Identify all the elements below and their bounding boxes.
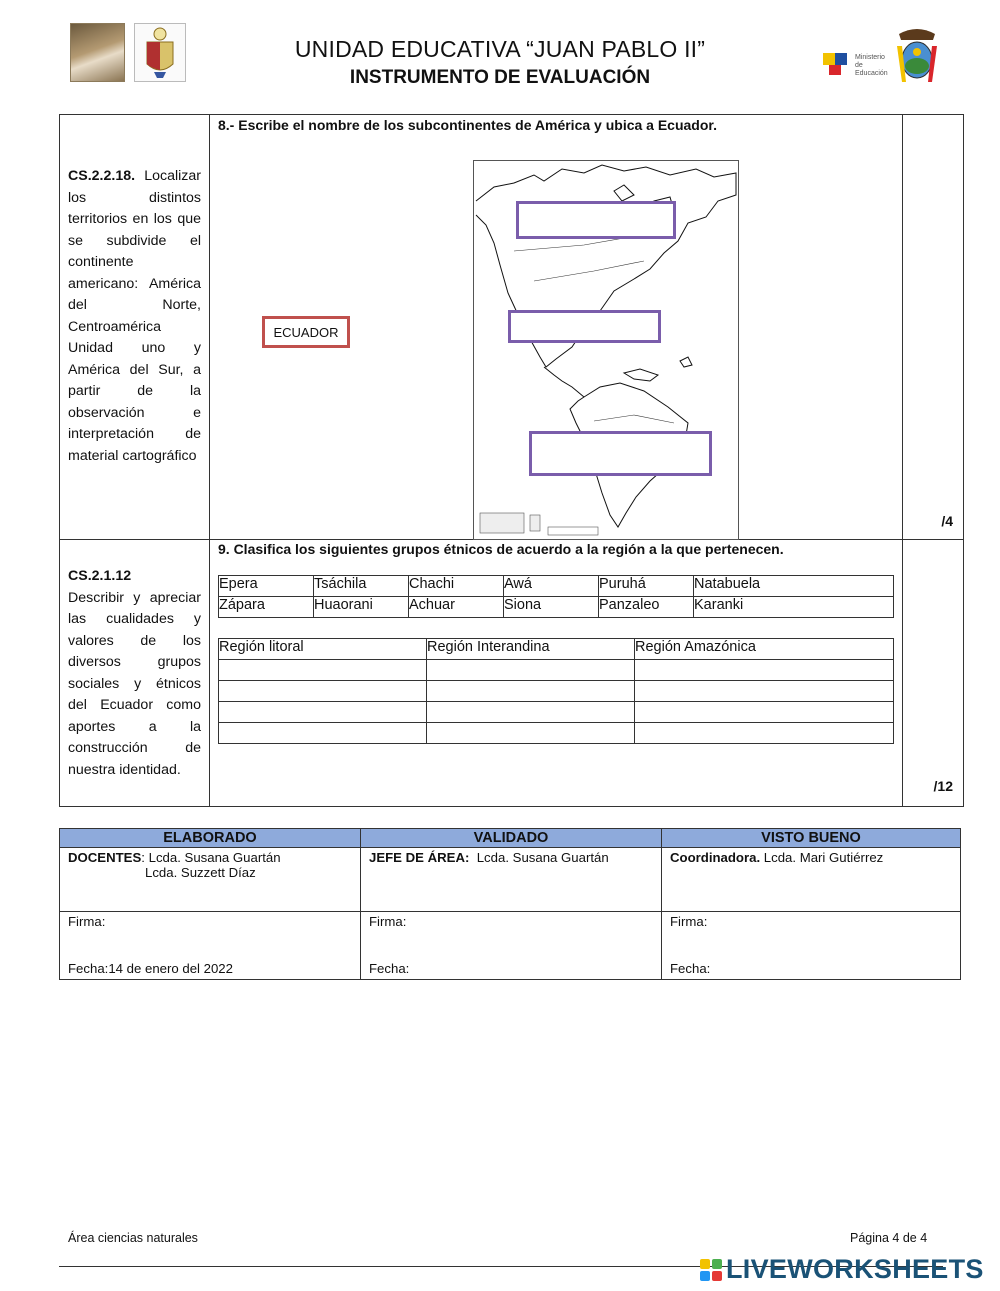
group-cell: Zápara <box>219 597 314 618</box>
coordinadora-label: Coordinadora. <box>670 850 761 865</box>
docentes-label: DOCENTES <box>68 850 142 865</box>
ministry-logo <box>823 45 889 81</box>
group-cell: Epera <box>219 576 314 597</box>
firma-label: Firma: <box>670 914 708 929</box>
fecha-label: Fecha:14 de enero del 2022 <box>68 961 233 976</box>
coordinadora-cell <box>662 848 961 912</box>
docentes-cell <box>60 848 361 912</box>
brand-text: LIVEWORKSHEETS <box>726 1254 984 1284</box>
question-cell-9 <box>210 540 903 807</box>
ministry-text: Ministerio de Educación <box>855 54 888 77</box>
answer-cell-amazonica[interactable] <box>635 681 894 702</box>
score-9: /12 <box>933 778 953 794</box>
answer-cell-amazonica[interactable] <box>635 660 894 681</box>
firma-cell <box>662 912 961 980</box>
label-box-south-america[interactable] <box>529 431 712 476</box>
skill-code-8: CS.2.2.18. <box>68 168 136 184</box>
score-cell-8 <box>903 115 964 540</box>
ecuador-drag-label[interactable]: ECUADOR <box>262 316 350 348</box>
region-header: Región Interandina <box>427 639 635 660</box>
footer-area: Área ciencias naturales <box>68 1231 198 1245</box>
answer-cell-amazonica[interactable] <box>635 702 894 723</box>
firma-cell <box>361 912 662 980</box>
fecha-label: Fecha: <box>369 961 410 976</box>
coordinadora-name: Lcda. Mari Gutiérrez <box>763 850 884 865</box>
liveworksheets-logo-icon <box>700 1259 722 1281</box>
ecuador-coat-of-arms <box>893 26 941 86</box>
school-title: UNIDAD EDUCATIVA “JUAN PABLO II” <box>294 36 706 62</box>
skill-cell-8 <box>60 115 210 540</box>
question-9: 9. Clasifica los siguientes grupos étnicos de acuerdo a la región a la que pertenecen. <box>218 541 784 557</box>
answer-cell-interandina[interactable] <box>427 681 635 702</box>
docente-2: Lcda. Suzzett Díaz <box>145 865 256 880</box>
ethnic-groups-table <box>218 575 894 618</box>
group-cell: Karanki <box>694 597 894 618</box>
answer-cell-litoral[interactable] <box>219 723 427 744</box>
group-cell: Natabuela <box>694 576 894 597</box>
docente-1: : Lcda. Susana Guartán <box>141 850 281 865</box>
firma-cell <box>60 912 361 980</box>
jefe-cell <box>361 848 662 912</box>
regions-table <box>218 638 894 744</box>
group-cell: Puruhá <box>599 576 694 597</box>
answer-cell-interandina[interactable] <box>427 660 635 681</box>
skill-text-9: Describir y apreciar las cualidades y valores de los diversos grupos sociales y étnicos del Ecuador como aportes a la construcción de nuestra identidad. <box>68 589 201 778</box>
group-cell: Awá <box>504 576 599 597</box>
answer-cell-litoral[interactable] <box>219 702 427 723</box>
jefe-label: JEFE DE ÁREA: <box>369 850 470 865</box>
answer-cell-amazonica[interactable] <box>635 723 894 744</box>
answer-cell-litoral[interactable] <box>219 660 427 681</box>
liveworksheets-brand <box>700 1254 984 1285</box>
score-cell-9 <box>903 540 964 807</box>
footer-page-number: Página 4 de 4 <box>850 1231 928 1245</box>
group-cell: Siona <box>504 597 599 618</box>
firma-label: Firma: <box>369 914 407 929</box>
answer-cell-interandina[interactable] <box>427 723 635 744</box>
skill-text-8: Localizar los distintos territorios en los que se subdivide el continente americano: América del Norte, Centroamérica Unidad uno y América del Sur, a partir de la observación e interpretación de material cartográfico <box>68 168 201 464</box>
label-box-central-america[interactable] <box>508 310 661 343</box>
firma-label: Firma: <box>68 914 106 929</box>
group-cell: Tsáchila <box>314 576 409 597</box>
score-8: /4 <box>941 513 953 529</box>
region-header: Región litoral <box>219 639 427 660</box>
region-header: Región Amazónica <box>635 639 894 660</box>
skill-cell-9 <box>60 540 210 807</box>
document-subtitle: INSTRUMENTO DE EVALUACIÓN <box>349 67 651 88</box>
answer-cell-interandina[interactable] <box>427 702 635 723</box>
group-cell: Achuar <box>409 597 504 618</box>
header-elaborado: ELABORADO <box>60 829 361 848</box>
answer-cell-litoral[interactable] <box>219 681 427 702</box>
jefe-name: Lcda. Susana Guartán <box>476 850 609 865</box>
signature-table <box>59 828 961 980</box>
label-box-north-america[interactable] <box>516 201 676 239</box>
group-cell: Chachi <box>409 576 504 597</box>
group-cell: Panzaleo <box>599 597 694 618</box>
header-validado: VALIDADO <box>361 829 662 848</box>
skill-code-9: CS.2.1.12 <box>68 568 132 584</box>
header-visto-bueno: VISTO BUENO <box>662 829 961 848</box>
fecha-label: Fecha: <box>670 961 711 976</box>
group-cell: Huaorani <box>314 597 409 618</box>
question-8: 8.- Escribe el nombre de los subcontinentes de América y ubica a Ecuador. <box>218 117 717 133</box>
